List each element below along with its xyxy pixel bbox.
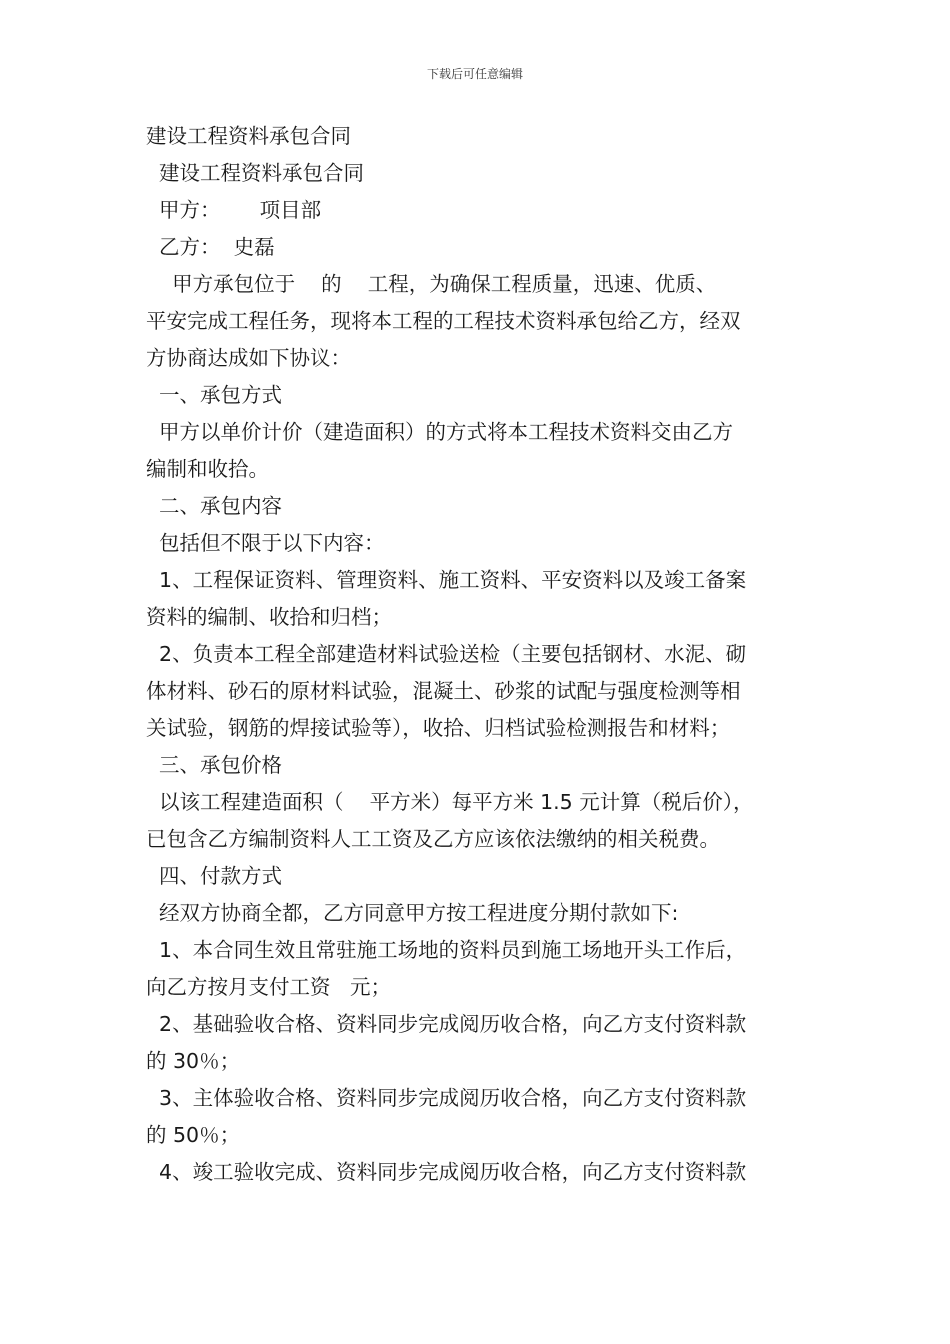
contract-body [146, 118, 826, 1191]
document-line: 乙方： 史磊 [146, 235, 275, 259]
document-line: 3、主体验收合格、资料同步完成阅历收合格，向乙方支付资料款 [146, 1086, 747, 1110]
document-line: 以该工程建造面积（ 平方米）每平方米 1.5 元计算（税后价）， [146, 790, 754, 814]
document-line: 建设工程资料承包合同 [146, 161, 365, 185]
document-line: 甲方承包位于 的 工程，为确保工程质量，迅速、优质、 [146, 272, 717, 296]
document-line: 体材料、砂石的原材料试验，混凝土、砂浆的试配与强度检测等相 [146, 679, 741, 703]
document-line: 2、负责本工程全部建造材料试验送检（主要包括钢材、水泥、砌 [146, 642, 747, 666]
document-line: 1、本合同生效且常驻施工场地的资料员到施工场地开头工作后， [146, 938, 747, 962]
document-line: 包括但不限于以下内容： [146, 531, 385, 555]
document-line: 甲方： 项目部 [146, 198, 322, 222]
document-line: 已包含乙方编制资料人工工资及乙方应该依法缴纳的相关税费。 [146, 827, 720, 851]
document-line: 4、竣工验收完成、资料同步完成阅历收合格，向乙方支付资料款 [146, 1160, 747, 1184]
document-line: 三、承包价格 [146, 753, 283, 777]
document-line: 建设工程资料承包合同 [146, 124, 351, 148]
document-line: 平安完成工程任务，现将本工程的工程技术资料承包给乙方，经双 [146, 309, 741, 333]
document-line: 向乙方按月支付工资 元； [146, 975, 392, 999]
header-note: 下载后可任意编辑 [426, 67, 523, 81]
document-line: 关试验，钢筋的焊接试验等），收拾、归档试验检测报告和材料； [146, 716, 731, 740]
document-line: 方协商达成如下协议： [146, 346, 351, 370]
document-line: 资料的编制、收拾和归档； [146, 605, 392, 629]
document-line: 一、承包方式 [146, 383, 283, 407]
document-line: 四、付款方式 [146, 864, 283, 888]
document-line: 的 30％； [146, 1049, 241, 1073]
document-line: 2、基础验收合格、资料同步完成阅历收合格，向乙方支付资料款 [146, 1012, 747, 1036]
document-line: 编制和收拾。 [146, 457, 269, 481]
document-line: 甲方以单价计价（建造面积）的方式将本工程技术资料交由乙方 [146, 420, 734, 444]
document-line: 1、工程保证资料、管理资料、施工资料、平安资料以及竣工备案 [146, 568, 747, 592]
document-line: 经双方协商全都，乙方同意甲方按工程进度分期付款如下: [146, 901, 679, 925]
document-line: 二、承包内容 [146, 494, 283, 518]
document-line: 的 50％； [146, 1123, 241, 1147]
